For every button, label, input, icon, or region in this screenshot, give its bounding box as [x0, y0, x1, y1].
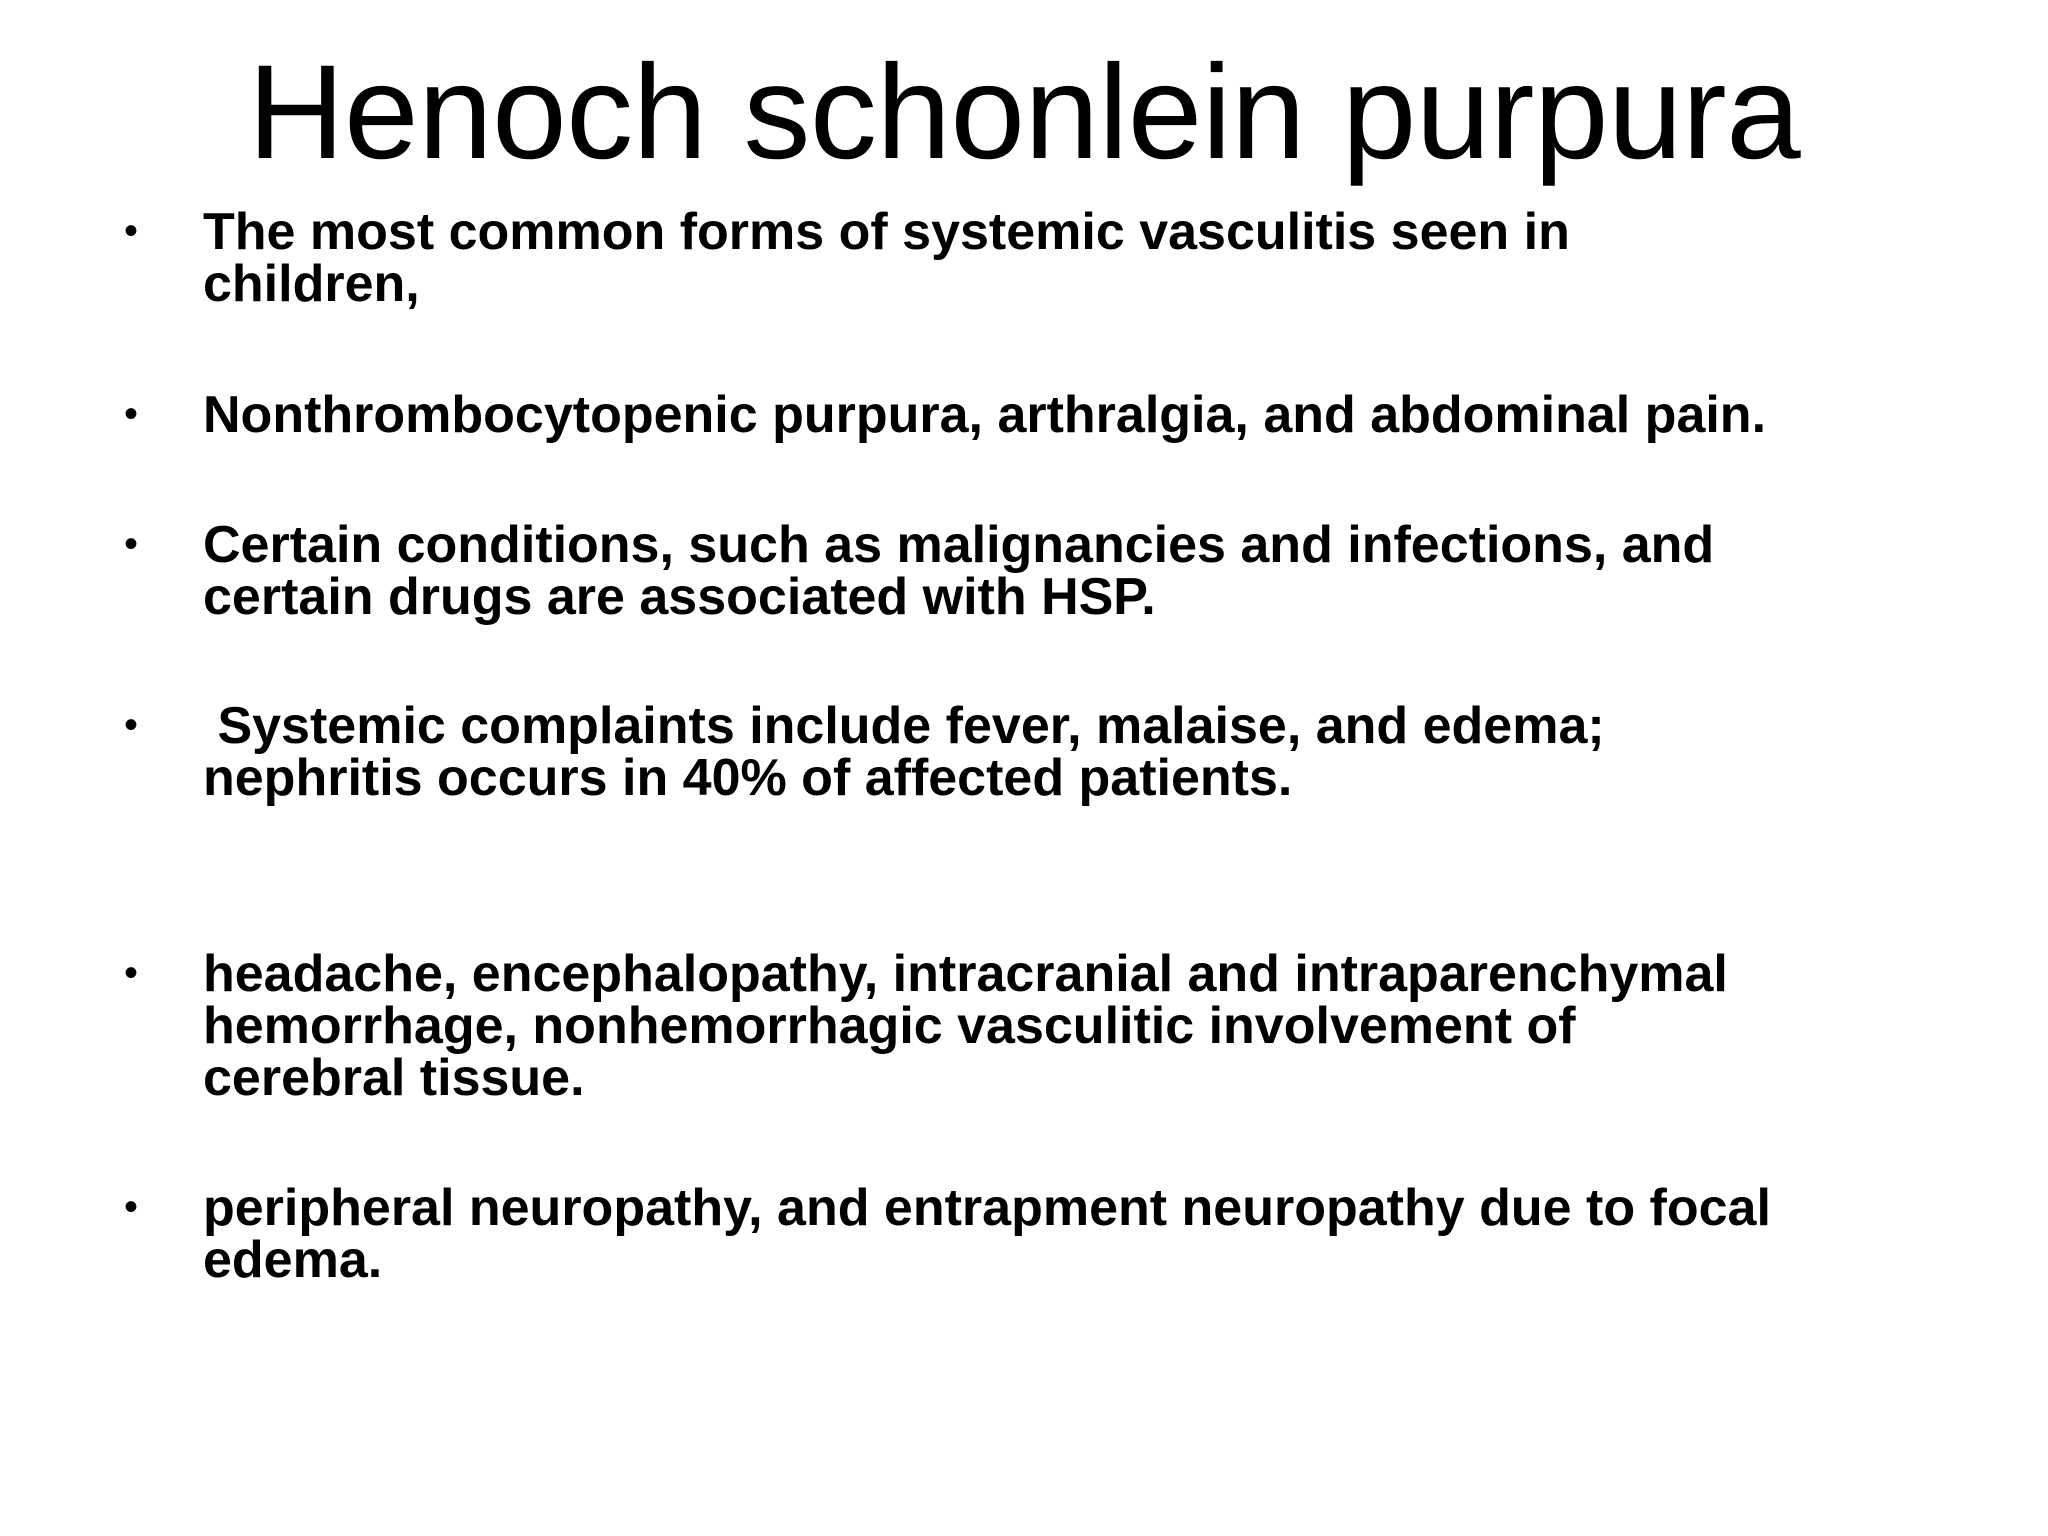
- bullet-line: certain drugs are associated with HSP.: [203, 568, 1156, 626]
- bullet-text: [203, 697, 2003, 807]
- bullet-line: peripheral neuropathy, and entrapment neuropathy due to focal: [203, 1179, 1771, 1237]
- bullet-marker: •: [124, 392, 139, 436]
- bullet-line: edema.: [203, 1231, 383, 1289]
- bullet-text: [203, 1179, 2003, 1289]
- bullet-text: [203, 386, 2003, 444]
- bullet-line: cerebral tissue.: [203, 1049, 585, 1107]
- bullet-marker: •: [124, 209, 139, 253]
- bullet-line: Certain conditions, such as malignancies and infections, and: [203, 516, 1715, 574]
- slide-title: Henoch schonlein purpura: [247, 38, 1801, 187]
- bullet-marker: •: [124, 951, 139, 995]
- bullet-text: [203, 516, 2003, 626]
- bullet-line: Nonthrombocytopenic purpura, arthralgia, and abdominal pain.: [203, 386, 1767, 444]
- bullet-line: nephritis occurs in 40% of affected patients.: [203, 749, 1293, 807]
- bullet-line: The most common forms of systemic vasculitis seen in: [203, 203, 1570, 261]
- bullet-line: hemorrhage, nonhemorrhagic vasculitic involvement of: [203, 997, 1576, 1055]
- bullet-line: children,: [203, 255, 420, 313]
- bullet-marker: •: [124, 703, 139, 747]
- bullet-text: [203, 945, 2003, 1107]
- bullet-marker: •: [124, 1185, 139, 1229]
- bullet-line: Systemic complaints include fever, malaise, and edema;: [203, 697, 1605, 755]
- bullet-marker: •: [124, 522, 139, 566]
- bullet-line: headache, encephalopathy, intracranial and intraparenchymal: [203, 945, 1728, 1003]
- bullet-text: [203, 203, 2003, 313]
